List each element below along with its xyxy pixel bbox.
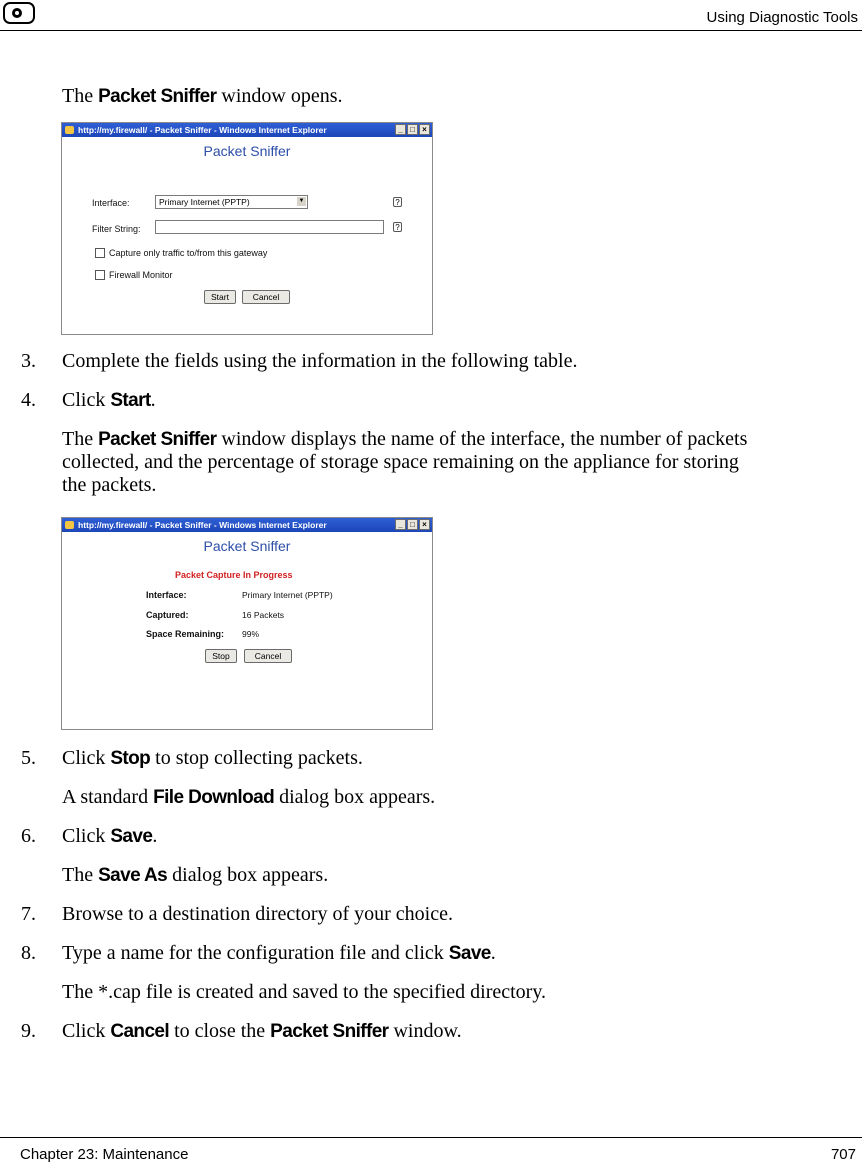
footer-divider bbox=[0, 1137, 862, 1138]
window-title-bar: http://my.firewall/ - Packet Sniffer - Windows Internet Explorer _ □ × bbox=[62, 123, 432, 137]
capture-status: Packet Capture In Progress bbox=[175, 570, 293, 580]
filter-string-input[interactable] bbox=[155, 220, 384, 234]
step-number: 9. bbox=[21, 1020, 36, 1042]
space-remaining-label: Space Remaining: bbox=[146, 629, 225, 639]
minimize-button[interactable]: _ bbox=[395, 519, 406, 530]
minimize-button[interactable]: _ bbox=[395, 124, 406, 135]
capture-gateway-label: Capture only traffic to/from this gateway bbox=[109, 248, 268, 258]
capture-gateway-checkbox[interactable] bbox=[95, 248, 105, 258]
help-icon[interactable]: ? bbox=[393, 222, 402, 232]
packet-sniffer-setup-screenshot bbox=[61, 122, 433, 335]
step-number: 4. bbox=[21, 389, 36, 411]
step-6-text: Click Save. bbox=[62, 825, 158, 847]
filter-string-label: Filter String: bbox=[92, 224, 141, 234]
step-5-description: A standard File Download dialog box appears. bbox=[62, 786, 436, 808]
interface-label: Interface: bbox=[92, 198, 130, 208]
close-button[interactable]: × bbox=[419, 124, 430, 135]
step-number: 8. bbox=[21, 942, 36, 964]
step-number: 5. bbox=[21, 747, 36, 769]
packet-capture-progress-screenshot bbox=[61, 517, 433, 730]
stop-button[interactable]: Stop bbox=[205, 649, 237, 663]
maximize-button[interactable]: □ bbox=[407, 519, 418, 530]
sniffer-heading: Packet Sniffer bbox=[203, 143, 291, 159]
maximize-button[interactable]: □ bbox=[407, 124, 418, 135]
start-button[interactable]: Start bbox=[204, 290, 236, 304]
captured-label: Captured: bbox=[146, 610, 189, 620]
space-remaining-value: 99% bbox=[242, 629, 260, 639]
window-title-bar: http://my.firewall/ - Packet Sniffer - Windows Internet Explorer _ □ × bbox=[62, 518, 432, 532]
step-4-text: Click Start. bbox=[62, 389, 156, 411]
step-number: 6. bbox=[21, 825, 36, 847]
step-7-text: Browse to a destination directory of your choice. bbox=[62, 903, 453, 925]
step-8-description: The *.cap file is created and saved to the specified directory. bbox=[62, 981, 547, 1003]
close-button[interactable]: × bbox=[419, 519, 430, 530]
help-icon[interactable]: ? bbox=[393, 197, 402, 207]
step-6-description: The Save As dialog box appears. bbox=[62, 864, 329, 886]
chevron-down-icon: ▼ bbox=[298, 198, 305, 204]
step-4-description: The Packet Sniffer window displays the name of the interface, the number of packets collected, and the percentage of storage space remaining on the appliance for storing the packets. bbox=[62, 428, 748, 496]
footer-page-number: 707 bbox=[830, 1146, 856, 1163]
header-title: Using Diagnostic Tools bbox=[706, 9, 858, 26]
interface-value: Primary Internet (PPTP) bbox=[242, 590, 333, 600]
cancel-button[interactable]: Cancel bbox=[244, 649, 292, 663]
step-3-text: Complete the fields using the information in the following table. bbox=[62, 350, 578, 372]
intro-paragraph: The Packet Sniffer window opens. bbox=[62, 85, 343, 107]
header-divider bbox=[0, 30, 862, 31]
captured-value: 16 Packets bbox=[242, 610, 285, 620]
sniffer-heading: Packet Sniffer bbox=[203, 538, 291, 554]
cancel-button[interactable]: Cancel bbox=[242, 290, 290, 304]
footer-chapter: Chapter 23: Maintenance bbox=[20, 1146, 189, 1163]
step-number: 3. bbox=[21, 350, 36, 372]
product-logo-icon bbox=[3, 2, 35, 24]
interface-select[interactable]: Primary Internet (PPTP) ▼ bbox=[155, 195, 308, 209]
firewall-monitor-label: Firewall Monitor bbox=[109, 270, 173, 280]
step-number: 7. bbox=[21, 903, 36, 925]
interface-label: Interface: bbox=[146, 590, 187, 600]
firewall-monitor-checkbox[interactable] bbox=[95, 270, 105, 280]
step-9-text: Click Cancel to close the Packet Sniffer window. bbox=[62, 1020, 462, 1042]
step-5-text: Click Stop to stop collecting packets. bbox=[62, 747, 363, 769]
step-8-text: Type a name for the configuration file and click Save. bbox=[62, 942, 496, 964]
